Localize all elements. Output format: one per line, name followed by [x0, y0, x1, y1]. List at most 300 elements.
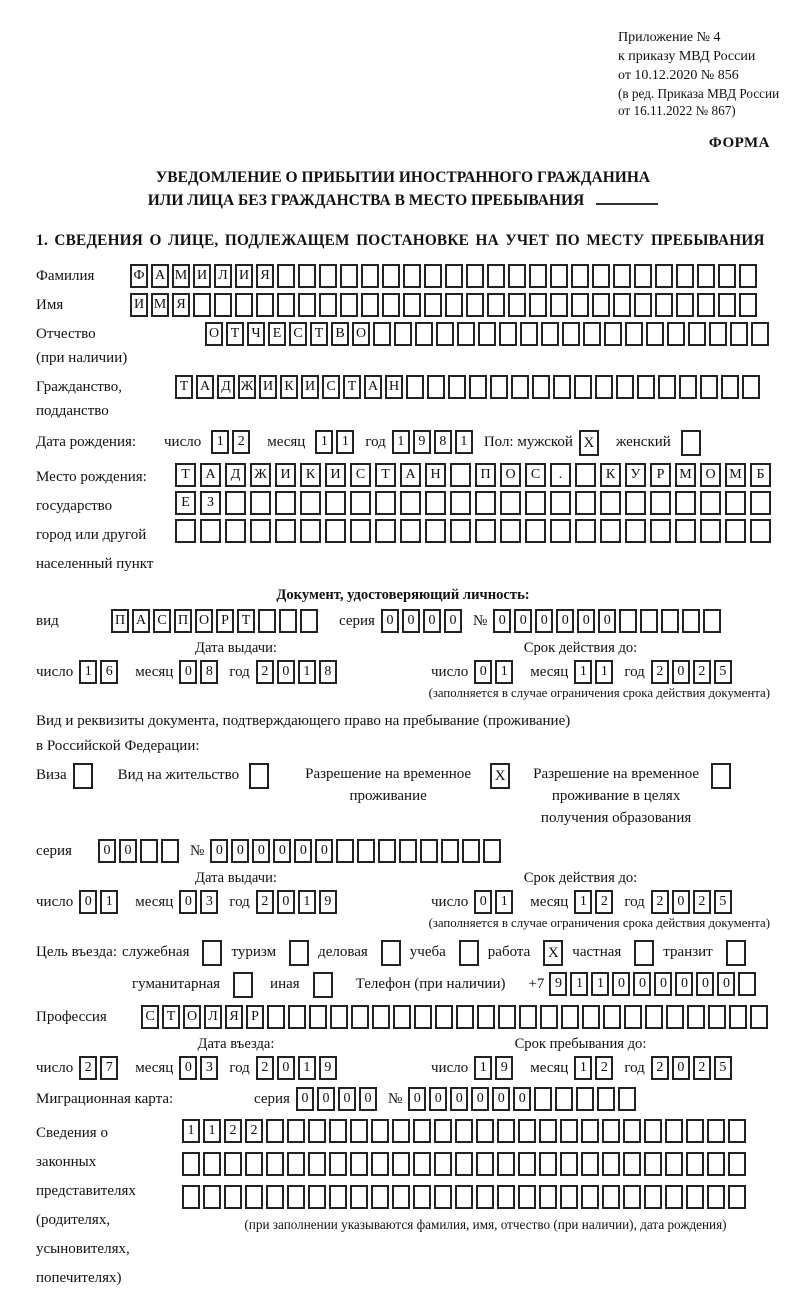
char-cell[interactable]: 0 [338, 1087, 356, 1111]
char-cell[interactable]: 0 [294, 839, 312, 863]
char-cell[interactable]: Т [175, 375, 193, 399]
char-cell[interactable]: И [235, 264, 253, 288]
char-cell[interactable]: Е [175, 491, 196, 515]
char-cell[interactable] [399, 839, 417, 863]
char-cell[interactable] [602, 1185, 620, 1209]
char-cell[interactable] [560, 1185, 578, 1209]
char-cell[interactable]: 2 [595, 1056, 613, 1080]
char-cell[interactable] [403, 264, 421, 288]
char-cell[interactable] [308, 1185, 326, 1209]
char-cell[interactable]: 0 [612, 972, 630, 996]
char-cell[interactable] [575, 491, 596, 515]
char-cell[interactable]: 1 [203, 1119, 221, 1143]
char-cell[interactable]: Е [268, 322, 286, 346]
char-cell[interactable] [459, 940, 479, 966]
char-cell[interactable] [371, 1185, 389, 1209]
char-cell[interactable]: А [364, 375, 382, 399]
char-cell[interactable] [497, 1119, 515, 1143]
char-cell[interactable]: 2 [256, 1056, 274, 1080]
char-cell[interactable]: 0 [474, 890, 492, 914]
char-cell[interactable] [256, 293, 274, 317]
char-cell[interactable] [300, 491, 321, 515]
char-cell[interactable] [424, 264, 442, 288]
char-cell[interactable]: А [200, 463, 221, 487]
char-cell[interactable]: П [174, 609, 192, 633]
char-cell[interactable] [476, 1119, 494, 1143]
char-cell[interactable] [361, 293, 379, 317]
char-cell[interactable] [687, 1005, 705, 1029]
char-cell[interactable] [403, 293, 421, 317]
char-cell[interactable]: 1 [595, 660, 613, 684]
char-cell[interactable] [562, 322, 580, 346]
char-cell[interactable] [266, 1185, 284, 1209]
char-cell[interactable] [623, 1185, 641, 1209]
char-cell[interactable] [718, 293, 736, 317]
char-cell[interactable]: 2 [693, 660, 711, 684]
char-cell[interactable]: И [275, 463, 296, 487]
char-cell[interactable] [529, 264, 547, 288]
char-cell[interactable] [357, 839, 375, 863]
char-cell[interactable]: Ф [130, 264, 148, 288]
char-cell[interactable] [329, 1152, 347, 1176]
char-cell[interactable]: К [600, 463, 621, 487]
char-cell[interactable] [703, 609, 721, 633]
char-cell[interactable]: 1 [474, 1056, 492, 1080]
char-cell[interactable]: И [325, 463, 346, 487]
char-cell[interactable]: 9 [549, 972, 567, 996]
char-cell[interactable] [140, 839, 158, 863]
char-cell[interactable] [602, 1152, 620, 1176]
char-cell[interactable] [250, 491, 271, 515]
char-cell[interactable]: 2 [651, 890, 669, 914]
char-cell[interactable] [640, 609, 658, 633]
char-cell[interactable] [582, 1005, 600, 1029]
char-cell[interactable] [581, 1119, 599, 1143]
char-cell[interactable] [330, 1005, 348, 1029]
char-cell[interactable] [182, 1185, 200, 1209]
char-cell[interactable]: А [196, 375, 214, 399]
char-cell[interactable] [245, 1152, 263, 1176]
char-cell[interactable]: X [579, 430, 599, 456]
char-cell[interactable]: 0 [402, 609, 420, 633]
char-cell[interactable]: Ж [250, 463, 271, 487]
char-cell[interactable] [425, 491, 446, 515]
char-cell[interactable] [455, 1152, 473, 1176]
char-cell[interactable] [225, 491, 246, 515]
char-cell[interactable] [600, 519, 621, 543]
char-cell[interactable] [308, 1119, 326, 1143]
char-cell[interactable]: 1 [298, 660, 316, 684]
char-cell[interactable] [325, 491, 346, 515]
char-cell[interactable] [361, 264, 379, 288]
char-cell[interactable]: 0 [672, 660, 690, 684]
char-cell[interactable]: 0 [273, 839, 291, 863]
char-cell[interactable]: 0 [179, 1056, 197, 1080]
char-cell[interactable]: К [280, 375, 298, 399]
char-cell[interactable]: С [289, 322, 307, 346]
char-cell[interactable]: 1 [591, 972, 609, 996]
char-cell[interactable] [340, 293, 358, 317]
char-cell[interactable] [707, 1185, 725, 1209]
char-cell[interactable]: 0 [672, 1056, 690, 1080]
char-cell[interactable] [287, 1152, 305, 1176]
char-cell[interactable]: 1 [392, 430, 410, 454]
char-cell[interactable] [634, 940, 654, 966]
char-cell[interactable] [445, 293, 463, 317]
char-cell[interactable] [700, 491, 721, 515]
char-cell[interactable]: В [331, 322, 349, 346]
char-cell[interactable] [707, 1119, 725, 1143]
char-cell[interactable] [613, 293, 631, 317]
char-cell[interactable]: Ж [238, 375, 256, 399]
char-cell[interactable]: З [200, 491, 221, 515]
char-cell[interactable] [525, 491, 546, 515]
char-cell[interactable] [534, 1087, 552, 1111]
char-cell[interactable]: 0 [359, 1087, 377, 1111]
char-cell[interactable]: X [490, 763, 510, 789]
char-cell[interactable] [350, 1152, 368, 1176]
char-cell[interactable] [634, 293, 652, 317]
char-cell[interactable]: С [525, 463, 546, 487]
char-cell[interactable] [728, 1119, 746, 1143]
char-cell[interactable] [175, 519, 196, 543]
char-cell[interactable]: 0 [315, 839, 333, 863]
char-cell[interactable] [456, 1005, 474, 1029]
char-cell[interactable] [581, 1152, 599, 1176]
char-cell[interactable]: Д [225, 463, 246, 487]
char-cell[interactable] [476, 1152, 494, 1176]
char-cell[interactable]: П [475, 463, 496, 487]
char-cell[interactable] [686, 1119, 704, 1143]
char-cell[interactable] [490, 375, 508, 399]
char-cell[interactable] [224, 1185, 242, 1209]
char-cell[interactable]: 0 [672, 890, 690, 914]
char-cell[interactable]: 5 [714, 890, 732, 914]
char-cell[interactable] [394, 322, 412, 346]
char-cell[interactable] [666, 1005, 684, 1029]
char-cell[interactable]: 2 [224, 1119, 242, 1143]
char-cell[interactable] [475, 491, 496, 515]
char-cell[interactable] [729, 1005, 747, 1029]
char-cell[interactable] [661, 609, 679, 633]
char-cell[interactable] [329, 1185, 347, 1209]
char-cell[interactable] [725, 519, 746, 543]
char-cell[interactable] [455, 1119, 473, 1143]
char-cell[interactable]: М [725, 463, 746, 487]
char-cell[interactable] [371, 1119, 389, 1143]
char-cell[interactable]: 0 [179, 890, 197, 914]
char-cell[interactable]: 0 [492, 1087, 510, 1111]
char-cell[interactable]: 0 [654, 972, 672, 996]
char-cell[interactable]: 0 [429, 1087, 447, 1111]
char-cell[interactable]: 3 [200, 1056, 218, 1080]
char-cell[interactable]: 0 [717, 972, 735, 996]
char-cell[interactable]: А [151, 264, 169, 288]
char-cell[interactable] [73, 763, 93, 789]
char-cell[interactable] [616, 375, 634, 399]
char-cell[interactable] [679, 375, 697, 399]
char-cell[interactable]: Я [172, 293, 190, 317]
char-cell[interactable] [700, 519, 721, 543]
char-cell[interactable]: О [500, 463, 521, 487]
char-cell[interactable] [427, 375, 445, 399]
char-cell[interactable]: 0 [513, 1087, 531, 1111]
char-cell[interactable]: 2 [79, 1056, 97, 1080]
char-cell[interactable] [393, 1005, 411, 1029]
char-cell[interactable]: Д [217, 375, 235, 399]
char-cell[interactable] [350, 1119, 368, 1143]
char-cell[interactable]: 1 [298, 890, 316, 914]
char-cell[interactable]: О [700, 463, 721, 487]
char-cell[interactable] [555, 1087, 573, 1111]
char-cell[interactable] [541, 322, 559, 346]
char-cell[interactable]: 0 [514, 609, 532, 633]
char-cell[interactable] [413, 1119, 431, 1143]
char-cell[interactable] [500, 519, 521, 543]
char-cell[interactable] [525, 519, 546, 543]
char-cell[interactable]: 0 [381, 609, 399, 633]
char-cell[interactable]: Р [650, 463, 671, 487]
char-cell[interactable] [625, 519, 646, 543]
char-cell[interactable] [288, 1005, 306, 1029]
char-cell[interactable]: Т [175, 463, 196, 487]
char-cell[interactable] [718, 264, 736, 288]
char-cell[interactable] [313, 972, 333, 998]
char-cell[interactable] [644, 1119, 662, 1143]
char-cell[interactable] [602, 1119, 620, 1143]
char-cell[interactable] [539, 1119, 557, 1143]
char-cell[interactable]: 2 [693, 1056, 711, 1080]
char-cell[interactable] [592, 264, 610, 288]
char-cell[interactable] [308, 1152, 326, 1176]
char-cell[interactable] [325, 519, 346, 543]
char-cell[interactable] [561, 1005, 579, 1029]
char-cell[interactable]: И [259, 375, 277, 399]
char-cell[interactable]: Т [162, 1005, 180, 1029]
char-cell[interactable] [518, 1185, 536, 1209]
char-cell[interactable]: Ч [247, 322, 265, 346]
char-cell[interactable]: Я [256, 264, 274, 288]
char-cell[interactable] [300, 609, 318, 633]
char-cell[interactable]: 1 [100, 890, 118, 914]
char-cell[interactable]: 2 [256, 660, 274, 684]
char-cell[interactable] [518, 1119, 536, 1143]
char-cell[interactable] [597, 1087, 615, 1111]
char-cell[interactable] [508, 293, 526, 317]
char-cell[interactable] [392, 1119, 410, 1143]
char-cell[interactable] [576, 1087, 594, 1111]
char-cell[interactable] [603, 1005, 621, 1029]
char-cell[interactable]: 1 [79, 660, 97, 684]
char-cell[interactable] [575, 519, 596, 543]
char-cell[interactable] [381, 940, 401, 966]
char-cell[interactable] [392, 1185, 410, 1209]
char-cell[interactable] [550, 519, 571, 543]
char-cell[interactable] [575, 463, 596, 487]
char-cell[interactable] [214, 293, 232, 317]
char-cell[interactable] [560, 1119, 578, 1143]
char-cell[interactable] [550, 264, 568, 288]
char-cell[interactable] [500, 491, 521, 515]
char-cell[interactable] [665, 1119, 683, 1143]
char-cell[interactable] [193, 293, 211, 317]
char-cell[interactable] [676, 293, 694, 317]
char-cell[interactable] [287, 1119, 305, 1143]
char-cell[interactable] [267, 1005, 285, 1029]
char-cell[interactable]: Т [226, 322, 244, 346]
char-cell[interactable] [309, 1005, 327, 1029]
char-cell[interactable] [373, 322, 391, 346]
char-cell[interactable] [249, 763, 269, 789]
char-cell[interactable]: 0 [119, 839, 137, 863]
char-cell[interactable] [351, 1005, 369, 1029]
char-cell[interactable] [625, 322, 643, 346]
char-cell[interactable] [700, 375, 718, 399]
char-cell[interactable]: 1 [315, 430, 333, 454]
char-cell[interactable]: О [195, 609, 213, 633]
char-cell[interactable] [571, 264, 589, 288]
char-cell[interactable] [225, 519, 246, 543]
char-cell[interactable] [487, 293, 505, 317]
char-cell[interactable] [624, 1005, 642, 1029]
char-cell[interactable]: У [625, 463, 646, 487]
char-cell[interactable] [728, 1185, 746, 1209]
char-cell[interactable] [600, 491, 621, 515]
char-cell[interactable]: 5 [714, 660, 732, 684]
char-cell[interactable] [665, 1152, 683, 1176]
char-cell[interactable] [681, 430, 701, 456]
char-cell[interactable] [450, 519, 471, 543]
char-cell[interactable]: 1 [298, 1056, 316, 1080]
char-cell[interactable] [604, 322, 622, 346]
char-cell[interactable] [415, 322, 433, 346]
char-cell[interactable]: 1 [574, 660, 592, 684]
char-cell[interactable] [233, 972, 253, 998]
char-cell[interactable] [182, 1152, 200, 1176]
char-cell[interactable] [340, 264, 358, 288]
char-cell[interactable] [406, 375, 424, 399]
char-cell[interactable] [329, 1119, 347, 1143]
char-cell[interactable] [450, 463, 471, 487]
char-cell[interactable]: А [132, 609, 150, 633]
char-cell[interactable] [707, 1152, 725, 1176]
char-cell[interactable] [245, 1185, 263, 1209]
char-cell[interactable] [519, 1005, 537, 1029]
char-cell[interactable] [529, 293, 547, 317]
char-cell[interactable] [436, 322, 454, 346]
char-cell[interactable] [539, 1185, 557, 1209]
char-cell[interactable]: 1 [574, 1056, 592, 1080]
char-cell[interactable] [392, 1152, 410, 1176]
char-cell[interactable] [676, 264, 694, 288]
char-cell[interactable]: 0 [231, 839, 249, 863]
char-cell[interactable] [592, 293, 610, 317]
char-cell[interactable]: 2 [245, 1119, 263, 1143]
char-cell[interactable] [266, 1119, 284, 1143]
char-cell[interactable]: 0 [79, 890, 97, 914]
char-cell[interactable]: 8 [200, 660, 218, 684]
char-cell[interactable]: 6 [100, 660, 118, 684]
char-cell[interactable] [499, 322, 517, 346]
char-cell[interactable]: Л [204, 1005, 222, 1029]
char-cell[interactable]: М [172, 264, 190, 288]
char-cell[interactable] [618, 1087, 636, 1111]
char-cell[interactable] [739, 293, 757, 317]
char-cell[interactable] [289, 940, 309, 966]
char-cell[interactable] [675, 519, 696, 543]
char-cell[interactable] [382, 293, 400, 317]
char-cell[interactable] [644, 1185, 662, 1209]
char-cell[interactable] [625, 491, 646, 515]
char-cell[interactable] [445, 264, 463, 288]
char-cell[interactable] [435, 1005, 453, 1029]
char-cell[interactable] [434, 1185, 452, 1209]
char-cell[interactable] [697, 264, 715, 288]
char-cell[interactable]: Я [225, 1005, 243, 1029]
char-cell[interactable]: С [322, 375, 340, 399]
char-cell[interactable] [475, 519, 496, 543]
char-cell[interactable]: 7 [100, 1056, 118, 1080]
char-cell[interactable] [658, 375, 676, 399]
char-cell[interactable]: 1 [495, 660, 513, 684]
char-cell[interactable] [424, 293, 442, 317]
char-cell[interactable] [455, 1185, 473, 1209]
char-cell[interactable] [203, 1185, 221, 1209]
char-cell[interactable] [686, 1152, 704, 1176]
char-cell[interactable]: И [301, 375, 319, 399]
char-cell[interactable]: 0 [474, 660, 492, 684]
char-cell[interactable] [725, 491, 746, 515]
char-cell[interactable]: П [111, 609, 129, 633]
char-cell[interactable] [420, 839, 438, 863]
char-cell[interactable]: 0 [450, 1087, 468, 1111]
char-cell[interactable] [497, 1152, 515, 1176]
char-cell[interactable] [235, 293, 253, 317]
char-cell[interactable] [645, 1005, 663, 1029]
char-cell[interactable] [571, 293, 589, 317]
char-cell[interactable]: 1 [211, 430, 229, 454]
char-cell[interactable] [739, 264, 757, 288]
char-cell[interactable]: 3 [200, 890, 218, 914]
char-cell[interactable]: О [352, 322, 370, 346]
char-cell[interactable] [414, 1005, 432, 1029]
char-cell[interactable] [287, 1185, 305, 1209]
char-cell[interactable]: 0 [577, 609, 595, 633]
char-cell[interactable] [711, 763, 731, 789]
char-cell[interactable]: 1 [495, 890, 513, 914]
char-cell[interactable]: 0 [444, 609, 462, 633]
char-cell[interactable] [697, 293, 715, 317]
char-cell[interactable]: И [193, 264, 211, 288]
char-cell[interactable]: 1 [336, 430, 354, 454]
char-cell[interactable] [560, 1152, 578, 1176]
char-cell[interactable]: 9 [495, 1056, 513, 1080]
char-cell[interactable]: Н [425, 463, 446, 487]
char-cell[interactable] [742, 375, 760, 399]
char-cell[interactable]: 2 [693, 890, 711, 914]
char-cell[interactable] [623, 1152, 641, 1176]
char-cell[interactable] [478, 322, 496, 346]
char-cell[interactable] [448, 375, 466, 399]
char-cell[interactable]: . [550, 463, 571, 487]
char-cell[interactable] [553, 375, 571, 399]
char-cell[interactable]: О [183, 1005, 201, 1029]
char-cell[interactable] [277, 293, 295, 317]
char-cell[interactable] [400, 491, 421, 515]
char-cell[interactable] [726, 940, 746, 966]
char-cell[interactable] [375, 491, 396, 515]
char-cell[interactable] [434, 1152, 452, 1176]
